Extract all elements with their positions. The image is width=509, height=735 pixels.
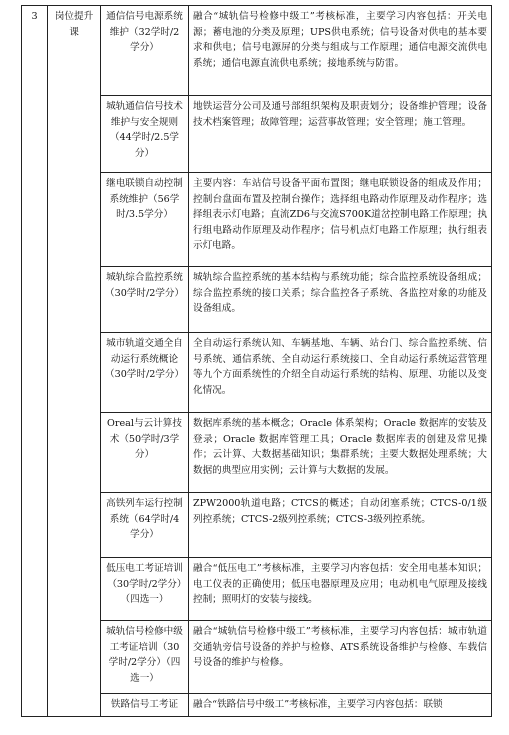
course-content-cell <box>189 173 492 267</box>
course-name: 低压电工考证培训（30学时/2学分）（四选一） <box>106 563 183 606</box>
curriculum-table <box>21 5 492 717</box>
course-name: 通信信号电源系统维护（32学时/2学分） <box>106 11 183 54</box>
course-content-cell <box>189 96 492 173</box>
course-content: 融合“铁路信号中级工”考核标准，主要学习内容包括：联锁 <box>193 699 443 710</box>
course-content: 地铁运营分公司及通号部组织架构及职责划分；设备维护管理；设备技术档案管理；故障管理；运营事故管理；安全管理；施工管理。 <box>193 101 487 128</box>
course-name-cell <box>101 621 189 694</box>
course-name-cell <box>101 333 189 413</box>
course-content-cell <box>189 493 492 558</box>
course-content-cell <box>189 694 492 717</box>
table-row <box>22 6 492 96</box>
course-name-cell <box>101 413 189 493</box>
course-content: 数据库系统的基本概念；Oracle 体系架构；Oracle 数据库的安装及登录；Oracle 数据库管理工具；Oracle 数据库表的创建及常见操作；云计算、大数据基础知识；集群系统；主要大数据处理系统；大数据的典型应用实例；云计算与大数据的发展。 <box>193 418 487 476</box>
course-name: 铁路信号工考证 <box>110 699 179 710</box>
course-name-cell <box>101 267 189 333</box>
course-content-cell <box>189 6 492 96</box>
row-number-cell <box>22 6 48 717</box>
course-name-cell <box>101 173 189 267</box>
course-name-cell <box>101 96 189 173</box>
course-name: 城市轨道交通全自动运行系统概论（30学时/2学分） <box>105 338 185 381</box>
course-content: 城轨综合监控系统的基本结构与系统功能；综合监控系统设备组成；综合监控系统的接口关系；综合监控各子系统、各监控对象的功能及设备组成。 <box>193 272 487 315</box>
course-content: 主要内容：车站信号设备平面布置图；继电联锁设备的组成及作用；控制台盘面布置及控制台操作；选择组电路动作原理及动作程序；选择组表示灯电路；直流ZD6与交流S700K道岔控制电路工作原理；执行组电路动作原理及动作程序；信号机点灯电路工作原理；执行组表示灯电路。 <box>193 178 487 252</box>
course-content: 全自动运行系统认知、车辆基地、车辆、站台门、综合监控系统、信号系统、通信系统、全自动运行系统接口、全自动运行系统运营管理等九个方面系统性的介绍全自动运行系统的结构、原理、功能以及变化情况。 <box>193 338 487 396</box>
course-name-cell <box>101 558 189 621</box>
course-name: 高铁列车运行控制系统（64学时/4学分） <box>106 498 183 541</box>
course-name-cell <box>101 694 189 717</box>
course-content-cell <box>189 558 492 621</box>
course-name-cell <box>101 493 189 558</box>
course-name: 城轨综合监控系统（30学时/2学分） <box>105 272 185 299</box>
course-content-cell <box>189 413 492 493</box>
course-content-cell <box>189 333 492 413</box>
course-content-cell <box>189 621 492 694</box>
course-name: 城轨通信信号技术维护与安全规则（44学时/2.5学分） <box>106 101 183 159</box>
course-name: 城轨信号检修中级工考证培训（30学时/2学分）（四选一） <box>106 626 183 684</box>
course-content-cell <box>189 267 492 333</box>
category-cell <box>48 6 101 717</box>
course-content: ZPW2000轨道电路；CTCS的概述；自动闭塞系统；CTCS-0/1级列控系统；CTCS-2级列控系统；CTCS-3级列控系统。 <box>193 498 487 525</box>
course-content: 融合“城轨信号检修中级工”考核标准，主要学习内容包括：开关电源；蓄电池的分类及原理；UPS供电系统；信号设备对供电的基本要求和供电；信号电源屏的分类与组成与工作原理；通信电源交流供电系统；通信电源直流供电系统；接地系统与防雷。 <box>193 11 487 69</box>
course-name: Oreal与云计算技术（50学时/3学分） <box>107 418 182 461</box>
course-name: 继电联锁自动控制系统维护（56学时/3.5学分） <box>106 178 183 221</box>
course-content: 融合“低压电工”考核标准，主要学习内容包括：安全用电基本知识；电工仪表的正确使用；低压电器原理及应用；电动机电气原理及接线控制；照明灯的安装与接线。 <box>193 563 487 606</box>
course-name-cell <box>101 6 189 96</box>
category-label: 岗位提升课 <box>54 11 94 38</box>
course-content: 融合“城轨信号检修中级工”考核标准，主要学习内容包括：城市轨道交通轨旁信号设备的养护与检修、ATS系统设备维护与检修、车载信号设备的维护与检修。 <box>193 626 487 669</box>
row-number: 3 <box>31 11 38 22</box>
